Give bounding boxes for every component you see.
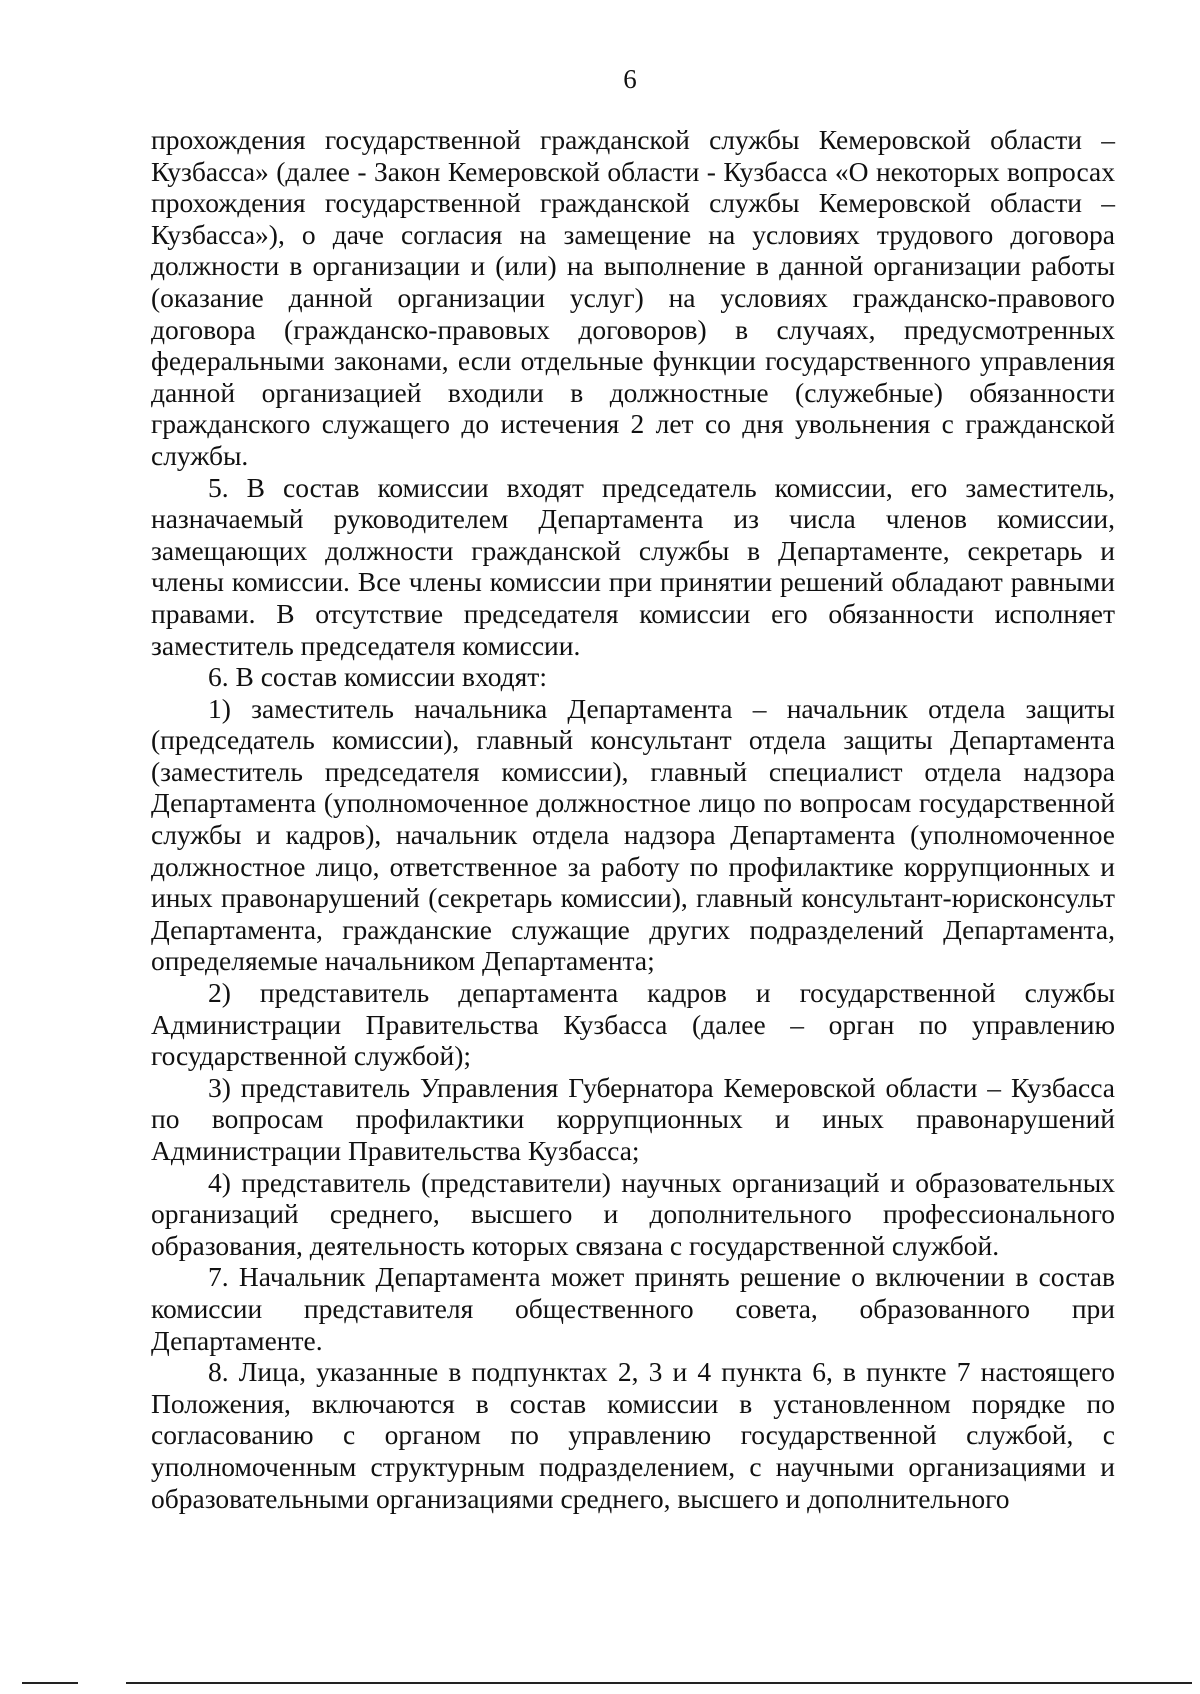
paragraph-item-6: 6. В состав комиссии входят: <box>208 661 547 693</box>
paragraph-item-7: 7. Начальник Департамента может принять решение о включении в состав комиссии представителя общественного совета, образованного при Департаменте. <box>151 1261 1115 1356</box>
document-body <box>151 124 1115 1514</box>
subparagraph-6-3: 3) представитель Управления Губернатора Кемеровской области – Кузбасса по вопросам профилактики коррупционных и иных правонарушений Администрации Правительства Кузбасса; <box>151 1071 1115 1166</box>
subparagraph-6-2: 2) представитель департамента кадров и государственной службы Администрации Правительства Кузбасса (далее – орган по управлению государственной службой); <box>151 977 1115 1072</box>
page-number: 6 <box>623 64 637 94</box>
subparagraph-6-1: 1) заместитель начальника Департамента – начальник отдела защиты (председатель комиссии), главный консультант отдела защиты Департамента (заместитель председателя комиссии), главный специалист отдела надзора Департамента (уполномоченное должностное лицо по вопросам государственной службы и кадров), начальник отдела надзора Департамента (уполномоченное должностное лицо, ответственное за работу по профилактике коррупционных и иных правонарушений (секретарь комиссии), главный консультант-юрисконсульт Департамента, гражданские служащие других подразделений Департамента, определяемые начальником Департамента; <box>151 692 1115 977</box>
paragraph-item-5: 5. В состав комиссии входят председатель комиссии, его заместитель, назначаемый руководителем Департамента из числа членов комиссии, замещающих должности гражданской службы в Департаменте, секретарь и члены комиссии. Все члены комиссии при принятии решений обладают равными правами. В отсутствие председателя комиссии его обязанности исполняет заместитель председателя комиссии. <box>151 471 1115 661</box>
paragraph-item-8: 8. Лица, указанные в подпунктах 2, 3 и 4 пункта 6, в пункте 7 настоящего Положения, включаются в состав комиссии в установленном порядке по согласованию с органом по управлению государственной службой, с уполномоченным структурным подразделением, с научными организациями и образовательными организациями среднего, высшего и дополнительного <box>151 1356 1115 1514</box>
bottom-rule-gap <box>78 1681 126 1685</box>
paragraph-continuation: прохождения государственной гражданской службы Кемеровской области – Кузбасса» (далее - Закон Кемеровской области - Кузбасса «О некоторых вопросах прохождения государственной гражданской службы Кемеровской области – Кузбасса»), о даче согласия на замещение на условиях трудового договора должности в организации и (или) на выполнение в данной организации работы (оказание данной организации услуг) на условиях гражданско-правового договора (гражданско-правовых договоров) в случаях, предусмотренных федеральными законами, если отдельные функции государственного управления данной организацией входили в должностные (служебные) обязанности гражданского служащего до истечения 2 лет со дня увольнения с гражданской службы. <box>151 124 1115 471</box>
bottom-rule-line <box>22 1682 1192 1684</box>
subparagraph-6-4: 4) представитель (представители) научных организаций и образовательных организаций среднего, высшего и дополнительного профессионального образования, деятельность которых связана с государственной службой. <box>151 1166 1115 1261</box>
